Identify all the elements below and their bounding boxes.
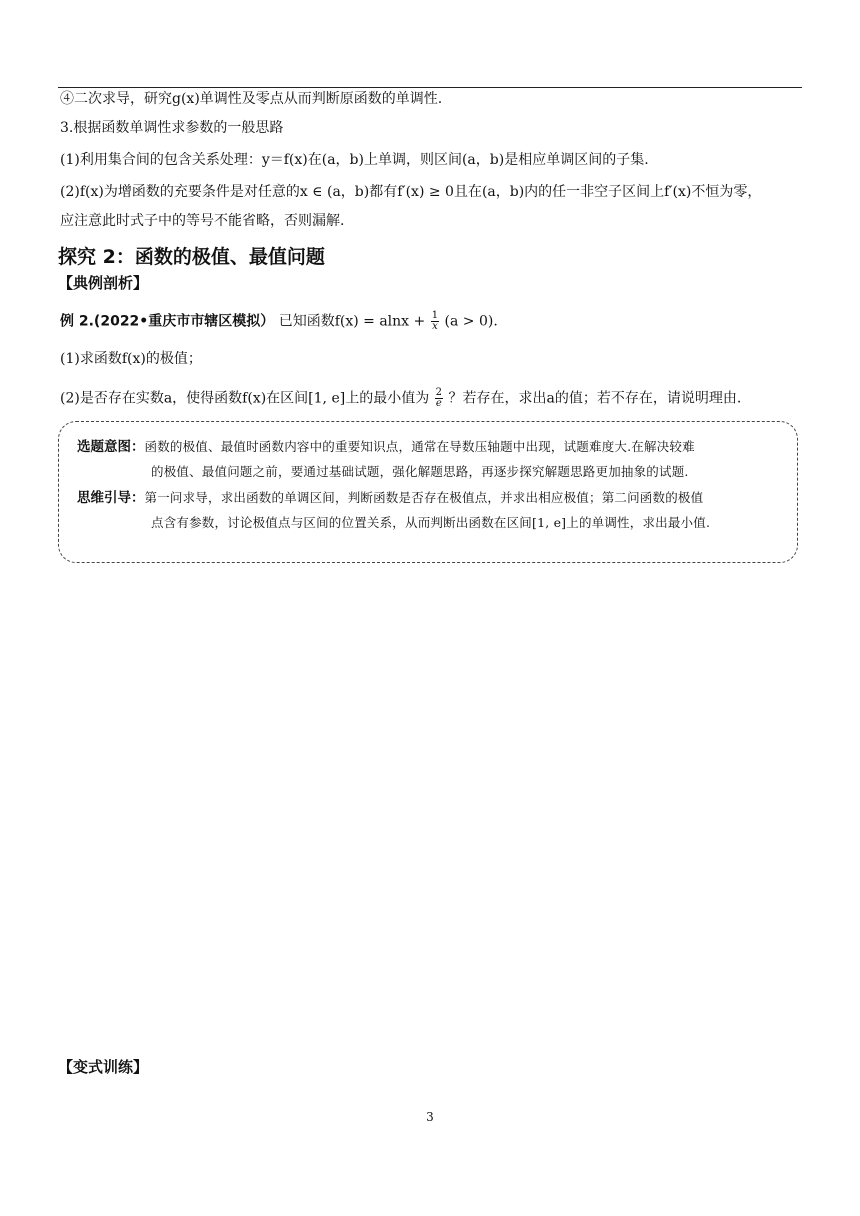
fraction-denominator: x	[432, 321, 438, 332]
example-stem-pre: 已知函数f(x) = alnx +	[278, 313, 426, 330]
fraction-numerator: 1	[431, 310, 439, 321]
fraction-numerator: 2	[435, 387, 443, 398]
question-2-post: ？若存在，求出a的值；若不存在，请说明理由.	[448, 390, 742, 407]
step4-text: ④二次求导，研究g(x)单调性及零点从而判断原函数的单调性.	[60, 91, 443, 107]
guide-row-2	[151, 513, 710, 533]
example-stem-post: (a > 0).	[444, 313, 498, 330]
paragraph-1: (1)利用集合间的包含关系处理：y＝f(x)在(a，b)上单调，则区间(a，b)是相应单调区间的子集.	[60, 152, 649, 168]
example-stem	[60, 311, 498, 332]
guide-text-1: 第一问求导，求出函数的单调区间，判断函数是否存在极值点，并求出相应极值；第二问函数的极值	[144, 490, 704, 505]
guide-label: 思维引导：	[77, 490, 145, 506]
paragraph-2-line-2: 应注意此时式子中的等号不能省略，否则漏解.	[60, 213, 345, 229]
intent-text-1: 函数的极值、最值时函数内容中的重要知识点，通常在导数压轴题中出现，试题难度大.在解决较难	[144, 439, 695, 454]
example-label: 例 2.(2022•重庆市市辖区模拟）	[60, 313, 275, 330]
subheading-typical: 【典例剖析】	[58, 274, 149, 292]
fraction-denominator: e	[435, 398, 442, 409]
question-2-pre: (2)是否存在实数a，使得函数f(x)在区间[1, e]上的最小值为	[60, 390, 430, 407]
paragraph-2-line-1: (2)f(x)为增函数的充要条件是对任意的x ∈ (a，b)都有f′(x) ≥ 0且在(a，b)内的任一非空子区间上f′(x)不恒为零，	[60, 184, 762, 200]
guide-row-1	[77, 488, 703, 508]
fraction-two-over-e	[435, 388, 443, 409]
fraction-one-over-x	[431, 311, 439, 332]
page-number: 3	[426, 1110, 434, 1124]
intent-row-1	[77, 437, 695, 457]
heading-3: 3.根据函数单调性求参数的一般思路	[60, 120, 284, 136]
header-rule	[58, 87, 802, 88]
notes-box	[58, 421, 798, 563]
subheading-variant: 【变式训练】	[58, 1058, 149, 1076]
guide-text-2: 点含有参数，讨论极值点与区间的位置关系，从而判断出函数在区间[1, e]上的单调性，求出最小值.	[151, 515, 711, 530]
intent-label: 选题意图：	[77, 439, 145, 455]
intent-row-2	[151, 462, 689, 482]
intent-text-2: 的极值、最值问题之前，要通过基础试题，强化解题思路，再逐步探究解题思路更加抽象的试题.	[151, 464, 689, 479]
question-2	[60, 388, 741, 409]
question-1: (1)求函数f(x)的极值；	[60, 351, 202, 367]
section-title: 探究 2：函数的极值、最值问题	[58, 246, 325, 268]
